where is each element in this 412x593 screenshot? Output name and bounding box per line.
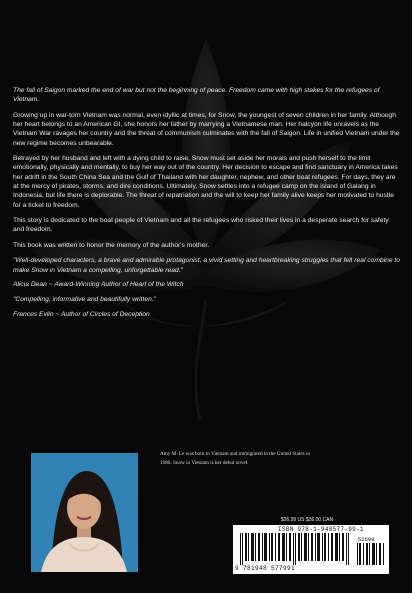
isbn-number: ISBN 978-1-948577-99-1 [278, 526, 364, 533]
price-barcode-icon [357, 543, 385, 565]
blurb-intro: The fall of Saigon marked the end of war but not the beginning of peace. Freedom came with high stakes for the refugees of Vietnam. [13, 87, 380, 104]
price-code: 52699 [358, 536, 375, 543]
price-line: $26.99 US $36.00 CAN [280, 517, 334, 523]
author-photo [31, 453, 138, 572]
author-bio: Amy M. Le was born in Vietnam and immigrated to the United States in 1980. Snow in Vietnam is her debut novel. [160, 451, 311, 466]
review-quote-2: "Compelling, informative and beautifully written." [13, 296, 157, 304]
blurb-paragraph-1: Growing up in war-torn Vietnam was normal, even idyllic at times, for Snow, the youngest of seven children in her family. Although her heart belongs to an American GI, she honors her father by marrying a Vietnamese man. Her halcyon life unravels as the Vietnam War ravages her country and the threat of communism culminates with the fall of Saigon. Life in unified Vietnam under the new regime becomes unbearable. [13, 111, 400, 147]
author-portrait-icon [31, 453, 138, 572]
back-cover-blurb [13, 86, 400, 325]
review-attribution-2: Frances Evlin ~ Author of Circles of Deception [13, 311, 150, 319]
review-quote-1: "Well-developed characters, a brave and admirable protagonist, a vivid setting and heartbreaking struggles that felt real combine to make Snow in Vietnam a compelling, unforgettable read." [13, 257, 400, 274]
isbn-barcode [233, 525, 389, 574]
barcode-digits: 9 781948 577991 [235, 565, 296, 572]
review-attribution-1: Alicia Dean ~ Award-Winning Author of Heart of the Witch [13, 281, 184, 289]
blurb-paragraph-3: This story is dedicated to the boat people of Vietnam and all the refugees who risked their lives in a desperate search for safety and freedom. [13, 217, 389, 234]
blurb-paragraph-2: Betrayed by her husband and left with a dying child to raise, Snow must set aside her morals and push herself to the limit emotionally, physically and mentally, to buy her way out of the country. Her decision to escape and find sanctuary in America takes her adrift in the South China Sea and the Gulf of Thailand with her daughter, nephew, and other boat refugees. For days, they are at the mercy of pirates, storms, and dire conditions. Ultimately, Snow settles into a refugee camp on the island of Galang in Indonesia, but life there is deplorable. The threat of repatriation and the will to keep her family alive keeps her motivated to hustle for a ticket to freedom. [13, 155, 398, 209]
barcode-bars-icon [240, 533, 352, 565]
blurb-paragraph-4: This book was written to honor the memory of the author's mother. [13, 241, 210, 249]
